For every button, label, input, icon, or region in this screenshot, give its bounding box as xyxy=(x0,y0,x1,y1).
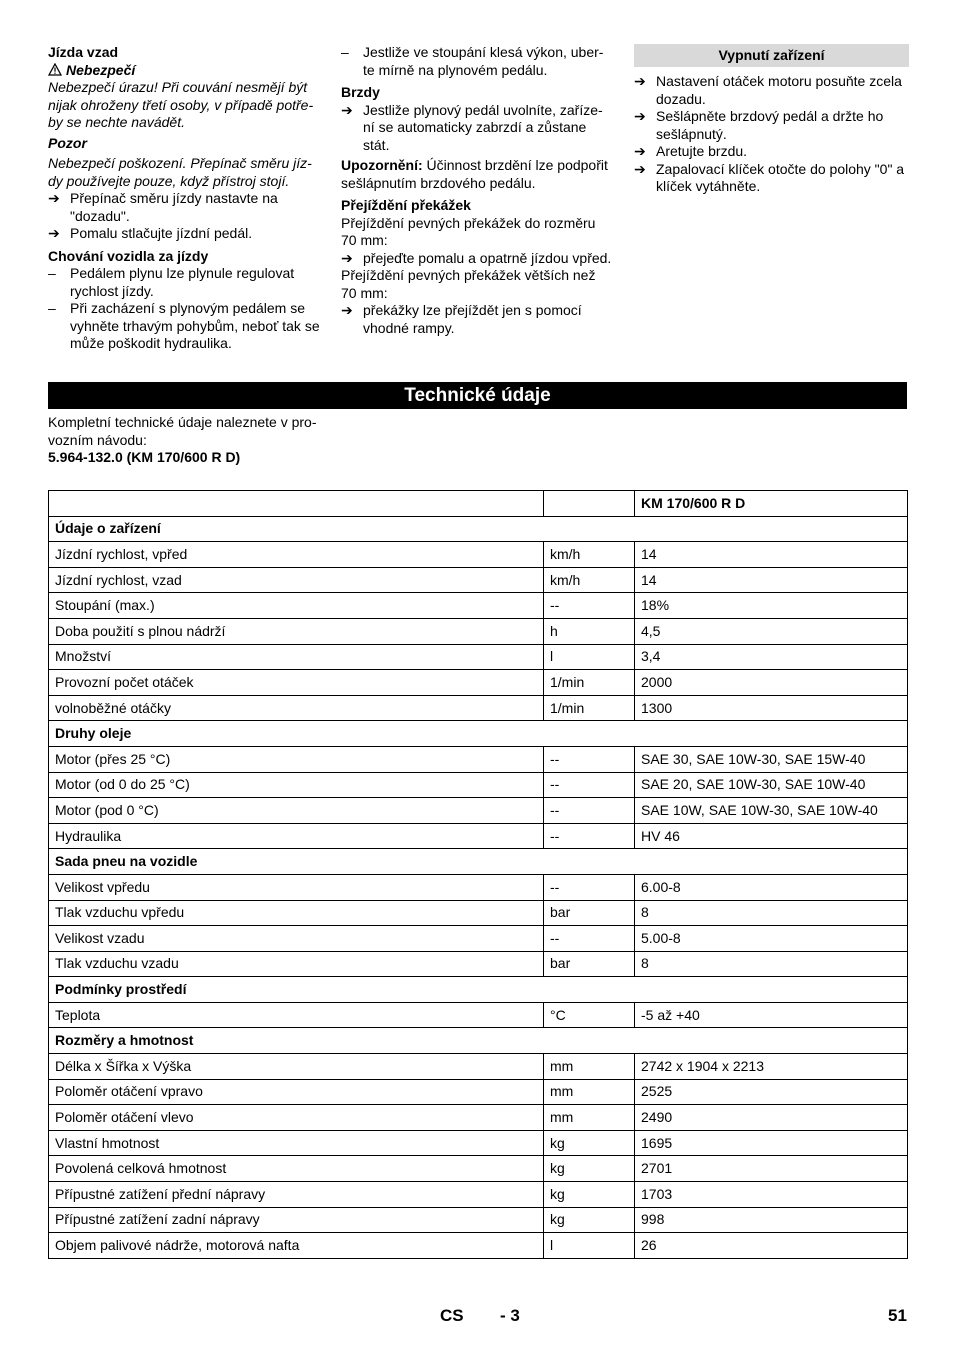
param-name: Vlastní hmotnost xyxy=(49,1130,544,1156)
table-row xyxy=(49,1054,908,1080)
param-name: Provozní počet otáček xyxy=(49,670,544,696)
param-name: Tlak vzduchu vzadu xyxy=(49,951,544,977)
param-unit: bar xyxy=(544,900,635,926)
step-item: ➔ Nastavení otáček motoru posuňte zcela dozadu. xyxy=(634,73,902,107)
param-value: 4,5 xyxy=(635,618,908,644)
arrow-right-icon: ➔ xyxy=(634,143,646,159)
param-unit: -- xyxy=(544,746,635,772)
table-row xyxy=(49,1233,908,1259)
param-unit: kg xyxy=(544,1130,635,1156)
arrow-right-icon: ➔ xyxy=(341,101,353,118)
param-value: 8 xyxy=(635,900,908,926)
param-name: Doba použití s plnou nádrží xyxy=(49,618,544,644)
table-row xyxy=(49,746,908,772)
param-unit: km/h xyxy=(544,567,635,593)
arrow-right-icon: ➔ xyxy=(634,73,646,89)
table-row xyxy=(49,670,908,696)
table-group-row xyxy=(49,516,908,542)
intro-text: Kompletní technické údaje naleznete v pro-vozním návodu: xyxy=(48,414,317,448)
param-unit: mm xyxy=(544,1079,635,1105)
param-name: Velikost vzadu xyxy=(49,926,544,952)
footer-local-page: - 3 xyxy=(500,1306,520,1325)
param-name: Poloměr otáčení vpravo xyxy=(49,1079,544,1105)
column-2 xyxy=(341,44,613,337)
param-unit: kg xyxy=(544,1207,635,1233)
danger-label-row xyxy=(48,62,322,80)
param-name: Motor (přes 25 °C) xyxy=(49,746,544,772)
param-unit: -- xyxy=(544,593,635,619)
param-unit: kg xyxy=(544,1156,635,1182)
step-item: ➔ Zapalovací klíček otočte do polohy "0" a klíček vytáhněte. xyxy=(634,160,905,194)
table-header-row: KM 170/600 R D xyxy=(49,491,908,517)
param-value: 14 xyxy=(635,542,908,568)
param-value: 998 xyxy=(635,1207,908,1233)
param-name: Množství xyxy=(49,644,544,670)
table-row xyxy=(49,567,908,593)
heading-brakes: Brzdy xyxy=(341,84,380,100)
param-unit: -- xyxy=(544,798,635,824)
danger-text: Nebezpečí úrazu! Při couvání nesmějí být nijak ohroženy třetí osoby, v případě potře-by se nechte navádět. xyxy=(48,79,314,130)
param-value: 2490 xyxy=(635,1105,908,1131)
arrow-right-icon: ➔ xyxy=(634,160,646,177)
param-value: 3,4 xyxy=(635,644,908,670)
danger-label: Nebezpečí xyxy=(66,61,136,78)
param-value: 2742 x 1904 x 2213 xyxy=(635,1054,908,1080)
param-value: 14 xyxy=(635,567,908,593)
table-row xyxy=(49,1079,908,1105)
param-name: Přípustné zatížení zadní nápravy xyxy=(49,1207,544,1233)
param-value: 18% xyxy=(635,593,908,619)
group-label: Podmínky prostředí xyxy=(49,977,908,1003)
heading-obstacles: Přejíždění překážek xyxy=(341,197,471,213)
param-unit: l xyxy=(544,1233,635,1259)
param-value: 1695 xyxy=(635,1130,908,1156)
table-row xyxy=(49,1002,908,1028)
footer-page-number: 51 xyxy=(888,1306,907,1325)
step-item: ➔ překážky lze přejíždět jen s pomocí vhodné rampy. xyxy=(341,302,582,336)
table-row xyxy=(49,1182,908,1208)
table-group-row xyxy=(49,1028,908,1054)
caution-label: Pozor xyxy=(48,134,87,151)
dash-item: – Při zacházení s plynovým pedálem se vyhněte trhavým pohybům, neboť tak se může poškodit hydraulika. xyxy=(48,300,320,351)
step-item: ➔ Sešlápněte brzdový pedál a držte ho sešlápnutý. xyxy=(634,108,884,142)
param-value: 1703 xyxy=(635,1182,908,1208)
caution-text: Nebezpečí poškození. Přepínač směru jíz-dy používejte pouze, když přístroj stojí. xyxy=(48,155,312,189)
param-unit: mm xyxy=(544,1105,635,1131)
param-value: SAE 20, SAE 10W-30, SAE 10W-40 xyxy=(635,772,908,798)
param-unit: -- xyxy=(544,874,635,900)
param-value: SAE 30, SAE 10W-30, SAE 15W-40 xyxy=(635,746,908,772)
dash-item: – Pedálem plynu lze plynule regulovat rychlost jízdy. xyxy=(48,265,295,299)
tech-data-table xyxy=(48,490,908,1259)
column-1 xyxy=(48,44,322,353)
param-unit: -- xyxy=(544,926,635,952)
param-value: -5 až +40 xyxy=(635,1002,908,1028)
param-name: Velikost vpředu xyxy=(49,874,544,900)
table-row xyxy=(49,1156,908,1182)
param-name: volnoběžné otáčky xyxy=(49,695,544,721)
param-name: Poloměr otáčení vlevo xyxy=(49,1105,544,1131)
table-row xyxy=(49,1105,908,1131)
table-row xyxy=(49,798,908,824)
column-3 xyxy=(634,44,909,196)
heading-reverse: Jízda vzad xyxy=(48,44,119,60)
intro xyxy=(48,414,338,467)
arrow-right-icon: ➔ xyxy=(341,249,353,266)
param-value: 2701 xyxy=(635,1156,908,1182)
param-value: 1300 xyxy=(635,695,908,721)
step-item: ➔ Aretujte brzdu. xyxy=(634,143,748,159)
table-row xyxy=(49,1207,908,1233)
note: Upozornění: Účinnost brzdění lze podpořit sešlápnutím brzdového pedálu. xyxy=(341,157,608,191)
tech-data-body xyxy=(49,491,908,1259)
step-item: ➔ přejeďte pomalu a opatrně jízdou vpřed. xyxy=(341,249,612,266)
param-unit: bar xyxy=(544,951,635,977)
group-label: Sada pneu na vozidle xyxy=(49,849,908,875)
param-unit: h xyxy=(544,618,635,644)
param-name: Hydraulika xyxy=(49,823,544,849)
group-label: Druhy oleje xyxy=(49,721,908,747)
arrow-right-icon: ➔ xyxy=(634,108,646,124)
param-value: 8 xyxy=(635,951,908,977)
table-row xyxy=(49,593,908,619)
param-value: 5.00-8 xyxy=(635,926,908,952)
table-row xyxy=(49,1130,908,1156)
dash-item: – Jestliže ve stoupání klesá výkon, uber-te mírně na plynovém pedálu. xyxy=(341,44,604,78)
param-unit: l xyxy=(544,644,635,670)
heading-shutdown: Vypnutí zařízení xyxy=(634,44,909,67)
param-name: Jízdní rychlost, vpřed xyxy=(49,542,544,568)
param-unit: -- xyxy=(544,772,635,798)
group-label: Rozměry a hmotnost xyxy=(49,1028,908,1054)
param-name: Objem palivové nádrže, motorová nafta xyxy=(49,1233,544,1259)
param-unit: 1/min xyxy=(544,695,635,721)
param-unit: mm xyxy=(544,1054,635,1080)
param-value: 2000 xyxy=(635,670,908,696)
table-group-row xyxy=(49,849,908,875)
heading-behavior: Chování vozidla za jízdy xyxy=(48,247,209,264)
param-unit: -- xyxy=(544,823,635,849)
group-label: Údaje o zařízení xyxy=(49,516,908,542)
table-row xyxy=(49,772,908,798)
param-value: HV 46 xyxy=(635,823,908,849)
table-row xyxy=(49,951,908,977)
step-item: ➔ Pomalu stlačujte jízdní pedál. xyxy=(48,225,253,241)
table-row xyxy=(49,644,908,670)
section-title: Technické údaje xyxy=(48,382,907,409)
step-item: ➔ Přepínač směru jízdy nastavte na "dozadu". xyxy=(48,190,278,224)
param-value: 26 xyxy=(635,1233,908,1259)
param-value: 6.00-8 xyxy=(635,874,908,900)
table-row xyxy=(49,823,908,849)
param-name: Přípustné zatížení přední nápravy xyxy=(49,1182,544,1208)
obstacle-text-1: Přejíždění pevných překážek do rozměru 70 mm: xyxy=(341,214,596,248)
warning-triangle-icon xyxy=(48,63,62,76)
param-name: Povolená celková hmotnost xyxy=(49,1156,544,1182)
arrow-right-icon: ➔ xyxy=(341,302,353,318)
model-number: 5.964-132.0 (KM 170/600 R D) xyxy=(48,449,241,465)
step-item: ➔ Jestliže plynový pedál uvolníte, zaříze-ní se automaticky zabrzdí a zůstane stát. xyxy=(341,101,603,153)
param-name: Stoupání (max.) xyxy=(49,593,544,619)
footer-language: CS xyxy=(440,1306,464,1325)
table-row xyxy=(49,618,908,644)
param-value: 2525 xyxy=(635,1079,908,1105)
table-row xyxy=(49,695,908,721)
table-row xyxy=(49,542,908,568)
param-name: Motor (pod 0 °C) xyxy=(49,798,544,824)
table-row xyxy=(49,926,908,952)
param-name: Motor (od 0 do 25 °C) xyxy=(49,772,544,798)
param-name: Délka x Šířka x Výška xyxy=(49,1054,544,1080)
obstacle-text-2: Přejíždění pevných překážek větších než 70 mm: xyxy=(341,267,596,301)
arrow-right-icon: ➔ xyxy=(48,190,60,206)
param-unit: °C xyxy=(544,1002,635,1028)
param-value: SAE 10W, SAE 10W-30, SAE 10W-40 xyxy=(635,798,908,824)
param-name: Teplota xyxy=(49,1002,544,1028)
table-group-row xyxy=(49,977,908,1003)
param-unit: km/h xyxy=(544,542,635,568)
param-name: Tlak vzduchu vpředu xyxy=(49,900,544,926)
param-unit: kg xyxy=(544,1182,635,1208)
arrow-right-icon: ➔ xyxy=(48,225,60,241)
table-row xyxy=(49,874,908,900)
table-group-row xyxy=(49,721,908,747)
table-row xyxy=(49,900,908,926)
param-name: Jízdní rychlost, vzad xyxy=(49,567,544,593)
param-unit: 1/min xyxy=(544,670,635,696)
